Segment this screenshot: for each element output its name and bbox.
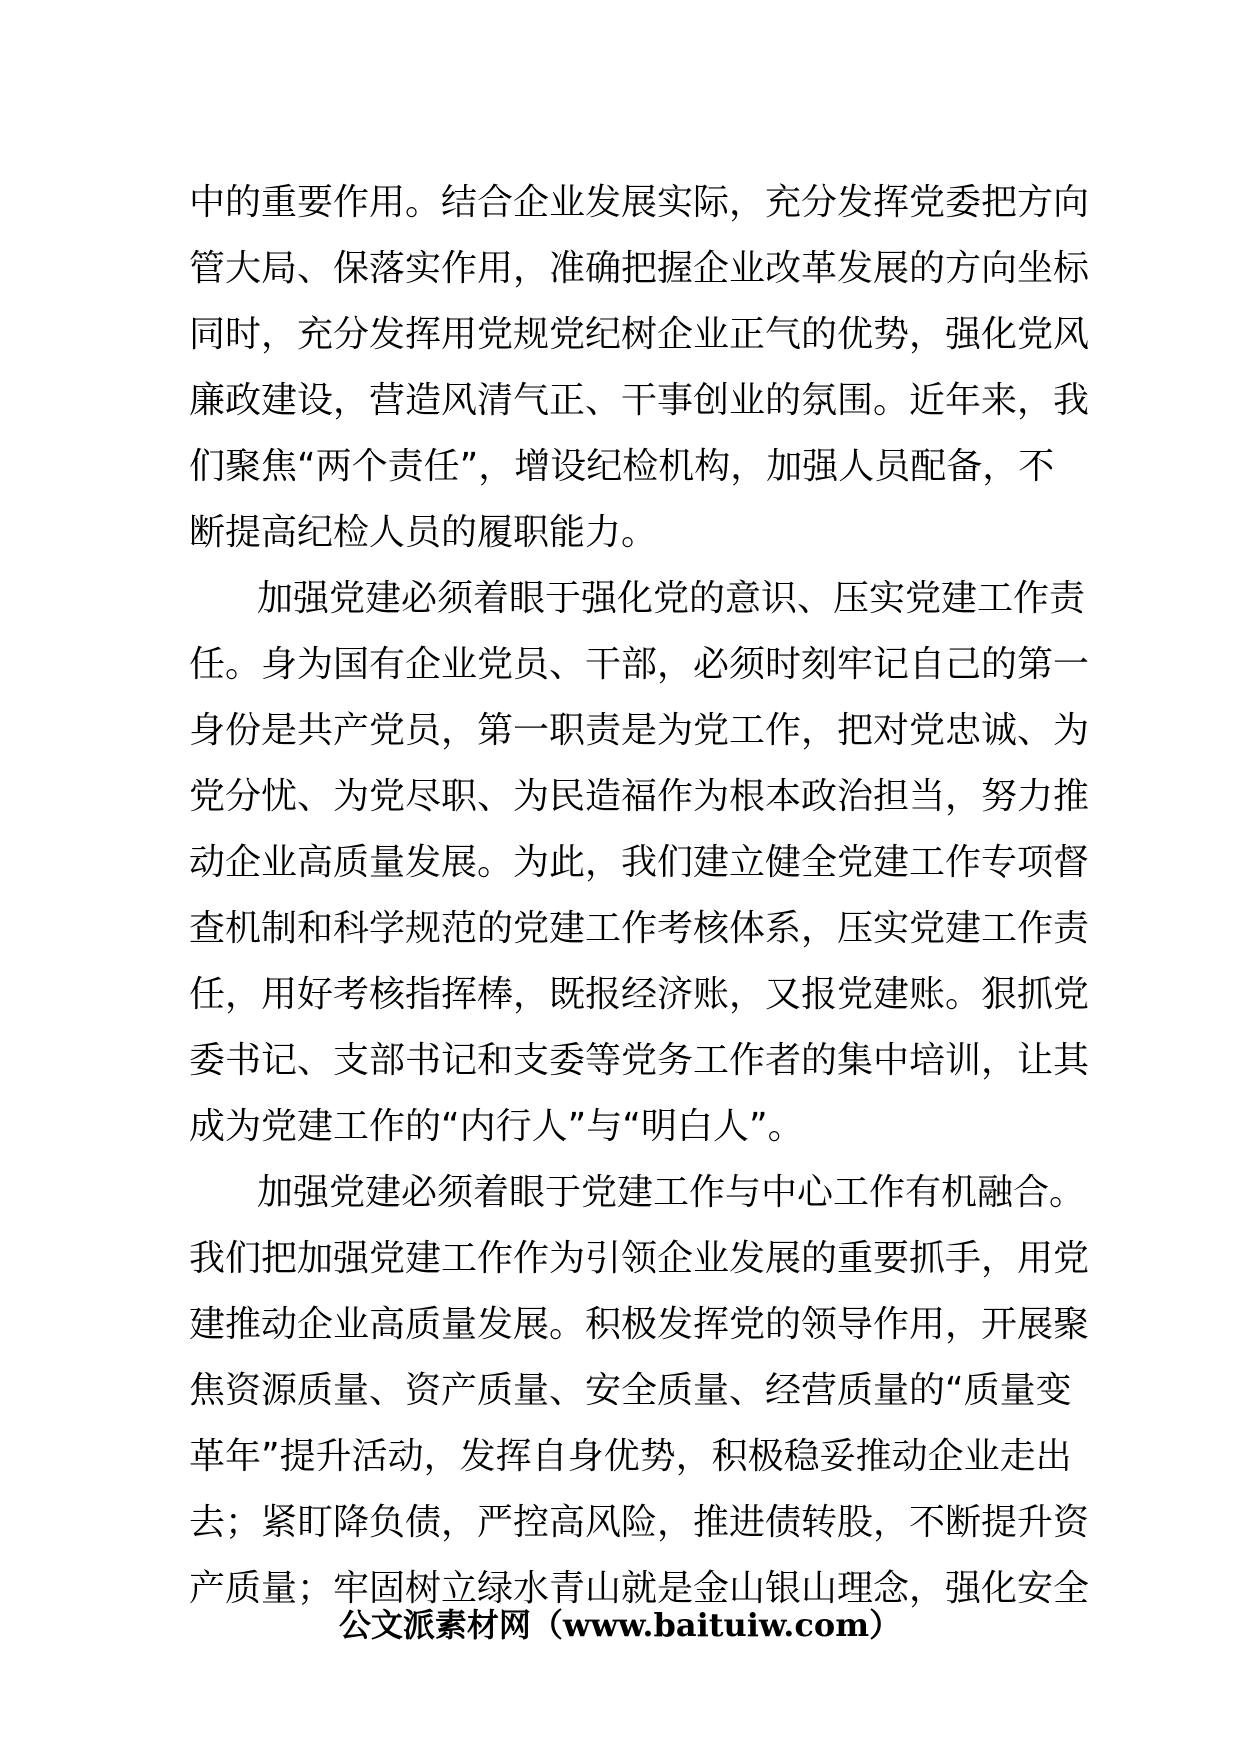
text-line: 管大局、保落实作用，准确把握企业改革发展的方向坐标 [189, 248, 1090, 289]
paragraph-1 [189, 170, 1090, 566]
text-line: 我们把加强党建工作作为引领企业发展的重要抓手，用党 [189, 1238, 1090, 1279]
text-line: 同时，充分发挥用党规党纪树企业正气的优势，强化党风 [189, 314, 1090, 355]
text-line: 任。身为国有企业党员、干部，必须时刻牢记自己的第一 [189, 644, 1090, 685]
text-line: 革年”提升活动，发挥自身优势，积极稳妥推动企业走出 [189, 1436, 1072, 1477]
paragraph-3 [189, 1160, 1090, 1622]
text-line: 身份是共产党员，第一职责是为党工作，把对党忠诚、为 [189, 710, 1090, 751]
paragraph-2 [189, 566, 1090, 1160]
text-line: 加强党建必须着眼于强化党的意识、压实党建工作责 [257, 578, 1086, 619]
text-line: 加强党建必须着眼于党建工作与中心工作有机融合。 [257, 1172, 1086, 1213]
text-line: 动企业高质量发展。为此，我们建立健全党建工作专项督 [189, 842, 1090, 883]
text-line: 廉政建设，营造风清气正、干事创业的氛围。近年来，我 [189, 380, 1090, 421]
text-line: 中的重要作用。结合企业发展实际，充分发挥党委把方向 [189, 182, 1090, 223]
text-line: 成为党建工作的“内行人”与“明白人”。 [189, 1106, 804, 1147]
text-line: 委书记、支部书记和支委等党务工作者的集中培训，让其 [189, 1040, 1090, 1081]
text-line: 焦资源质量、资产质量、安全质量、经营质量的“质量变 [189, 1370, 1072, 1411]
text-line: 去；紧盯降负债，严控高风险，推进债转股，不断提升资 [189, 1502, 1090, 1543]
text-line: 查机制和科学规范的党建工作考核体系，压实党建工作责 [189, 908, 1090, 949]
text-line: 产质量；牢固树立绿水青山就是金山银山理念，强化安全 [189, 1568, 1090, 1609]
document-body [189, 170, 1090, 1622]
text-line: 断提高纪检人员的履职能力。 [189, 512, 658, 553]
text-line: 党分忧、为党尽职、为民造福作为根本政治担当，努力推 [189, 776, 1090, 817]
text-line: 任，用好考核指挥棒，既报经济账，又报党建账。狠抓党 [189, 974, 1090, 1015]
text-line: 们聚焦“两个责任”，增设纪检机构，加强人员配备，不 [189, 446, 1055, 487]
footer-watermark: 公文派素材网（www.baituiw.com） [338, 1606, 902, 1644]
text-line: 建推动企业高质量发展。积极发挥党的领导作用，开展聚 [189, 1304, 1090, 1345]
